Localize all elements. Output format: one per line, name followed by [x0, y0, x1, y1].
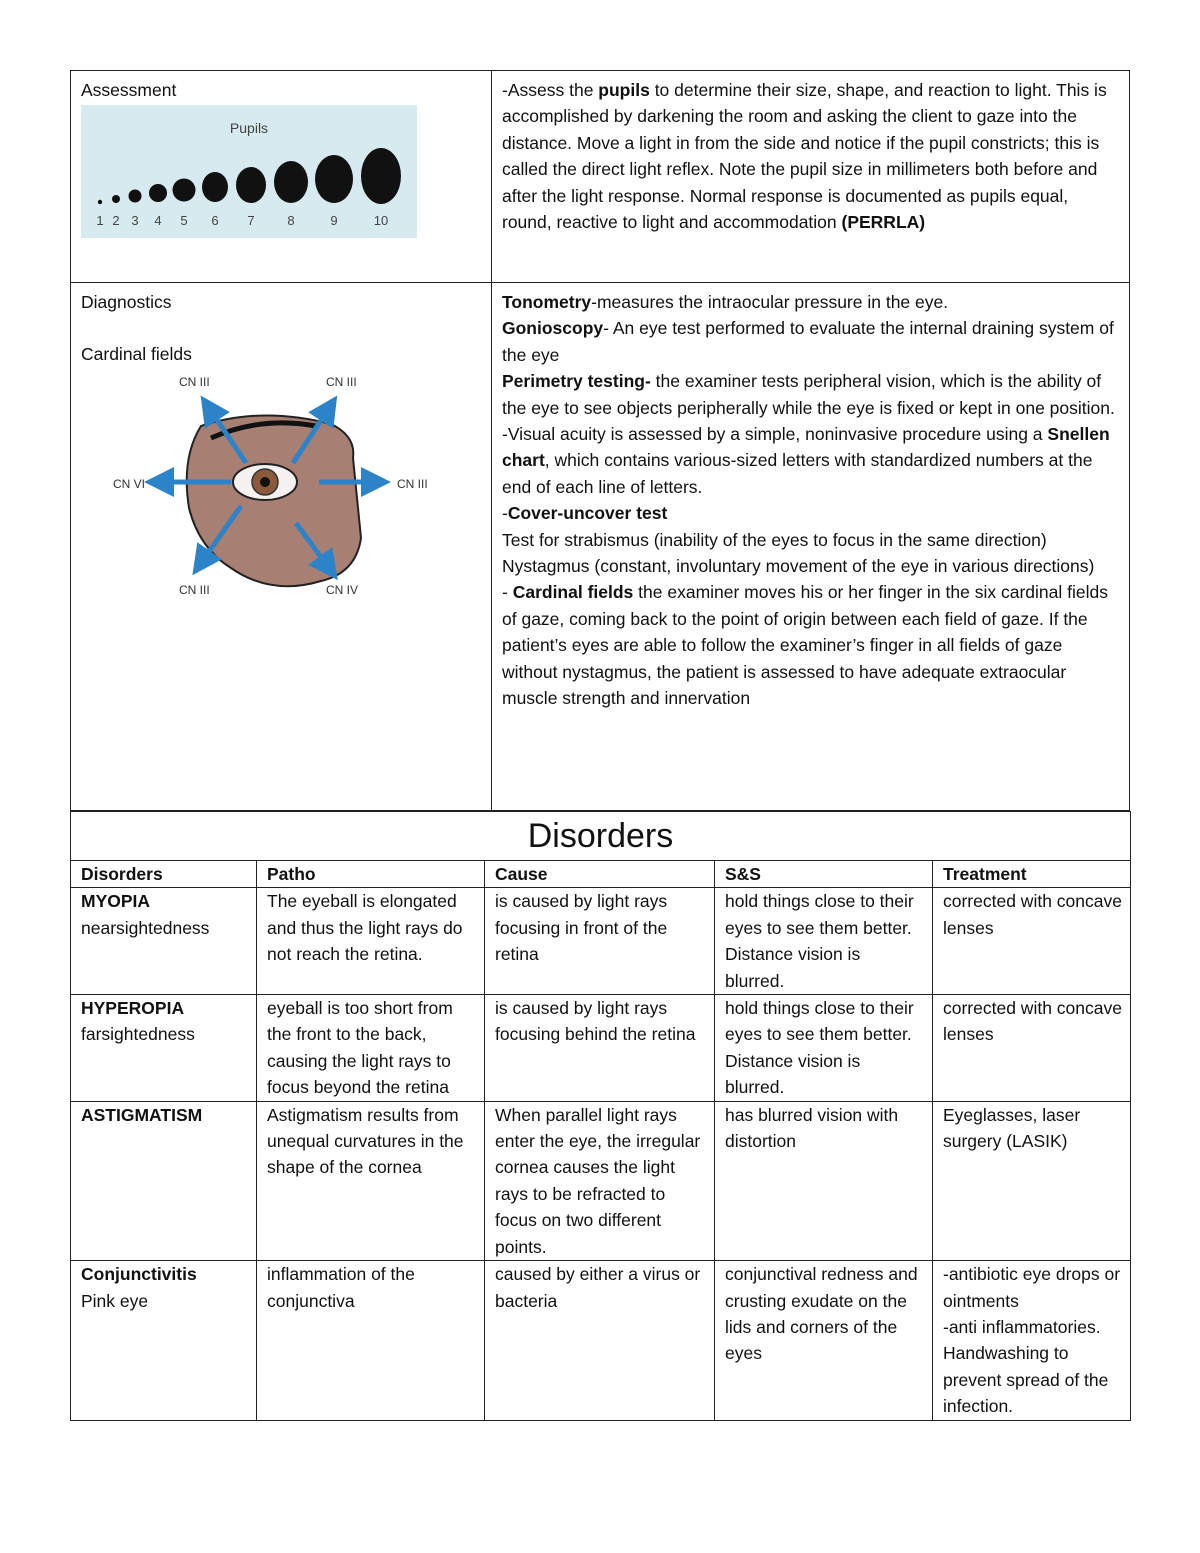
treatment-line: -anti inflammatories. — [943, 1316, 1101, 1337]
treatment-cell: corrected with concave lenses — [933, 888, 1131, 995]
pupil-size-label: 4 — [154, 213, 162, 229]
pupil-dot-5 — [173, 179, 196, 202]
ss-cell: hold things close to their eyes to see them better. Distance vision is blurred. — [715, 995, 933, 1102]
assessment-description: -Assess the pupils to determine their size, shape, and reaction to light. This is accomplished by darkening the room and asking the client to gaze into the distance. Move a light in from the side and notice if the pupil constricts; this is called the direct light reflex. Note the pupil size in millimeters both before and after the light response. Normal response is documented as pupils equal, round, reactive to light and accommodation (PERRLA) — [502, 80, 1107, 233]
perimetry-text: Perimetry testing- the examiner tests peripheral vision, which is the ability of the eye to see objects peripherally while the eye is fixed or kept in one position. — [502, 371, 1115, 418]
table-row — [71, 888, 1131, 995]
cn-label-lower-right: CN IV — [326, 582, 359, 597]
ss-cell: conjunctival redness and crusting exudate on the lids and corners of the eyes — [715, 1261, 933, 1420]
disorders-table — [70, 811, 1131, 1421]
pupil-size-label: 7 — [247, 213, 255, 229]
header-treatment: Treatment — [933, 861, 1131, 888]
table-row — [71, 995, 1131, 1102]
pupil-dot-8 — [274, 161, 308, 203]
header-disorders: Disorders — [71, 861, 257, 888]
treatment-cell — [933, 1261, 1131, 1420]
pupil-dot-10 — [361, 148, 401, 204]
treatment-cell: Eyeglasses, laser surgery (LASIK) — [933, 1101, 1131, 1260]
cn-label-upper-left: CN III — [179, 374, 210, 389]
pupil-dot-9 — [315, 155, 353, 203]
cause-cell: is caused by light rays focusing in front of the retina — [485, 888, 715, 995]
cover-uncover-heading: -Cover-uncover test — [502, 503, 668, 524]
document-page — [70, 70, 1130, 1421]
pupil-dot-3 — [129, 190, 142, 203]
treatment-line: Handwashing to prevent spread of the infection. — [943, 1343, 1109, 1417]
tonometry-text: Tonometry-measures the intraocular pressure in the eye. — [502, 292, 949, 312]
pupil-dot-4 — [149, 184, 167, 202]
disorders-title: Disorders — [71, 812, 1131, 861]
diagnostics-row — [71, 283, 1130, 811]
table-row — [71, 1261, 1131, 1420]
cn-label-lower-left: CN III — [179, 582, 210, 597]
disorder-name: ASTIGMATISM — [81, 1104, 203, 1125]
pupil-dot-1 — [98, 200, 102, 204]
pupil-size-label: 9 — [330, 213, 338, 229]
treatment-cell: corrected with concave lenses — [933, 995, 1131, 1102]
visual-acuity-text: -Visual acuity is assessed by a simple, noninvasive procedure using a Snellen chart, which contains various-sized letters with standardized numbers at the end of each line of letters. — [502, 424, 1110, 497]
disorder-alt-name: farsightedness — [81, 1024, 195, 1045]
cause-cell: is caused by light rays focusing behind the retina — [485, 995, 715, 1102]
pupil-size-diagram — [81, 105, 417, 238]
assessment-row — [71, 71, 1130, 283]
ss-cell: hold things close to their eyes to see them better. Distance vision is blurred. — [715, 888, 933, 995]
disorder-name-cell — [71, 1261, 257, 1420]
patho-cell: inflammation of the conjunctiva — [257, 1261, 485, 1420]
disorder-alt-name: Pink eye — [81, 1290, 149, 1311]
nystagmus-text: Nystagmus (constant, involuntary movement of the eye in various directions) — [502, 556, 1095, 577]
ss-cell: has blurred vision with distortion — [715, 1101, 933, 1260]
pupil-dot-7 — [236, 167, 266, 203]
pupil-size-label: 3 — [131, 213, 139, 229]
cn-label-right: CN III — [397, 476, 428, 491]
patho-cell: The eyeball is elongated and thus the light rays do not reach the retina. — [257, 888, 485, 995]
pupil — [260, 477, 270, 487]
gonioscopy-text: Gonioscopy- An eye test performed to evaluate the internal draining system of the eye — [502, 318, 1114, 365]
header-cause: Cause — [485, 861, 715, 888]
disorder-name: MYOPIA — [81, 891, 151, 912]
cn-label-upper-right: CN III — [326, 374, 357, 389]
cause-cell: caused by either a virus or bacteria — [485, 1261, 715, 1420]
patho-cell: eyeball is too short from the front to the back, causing the light rays to focus beyond the retina — [257, 995, 485, 1102]
pupil-dot-2 — [112, 195, 120, 203]
cardinal-fields-text: - Cardinal fields the examiner moves his or her finger in the six cardinal fields of gaze, coming back to the point of origin between each field of gaze. If the patient’s eyes are able to follow the examiner’s finger in all fields of gaze without nystagmus, the patient is assessed to have adequate extraocular muscle strength and innervation — [502, 582, 1108, 709]
pupil-dot-6 — [202, 172, 228, 202]
diagnostics-label: Diagnostics — [81, 292, 172, 312]
treatment-line: -antibiotic eye drops or ointments — [943, 1264, 1121, 1311]
disorder-name: HYPEROPIA — [81, 998, 185, 1019]
pupil-size-label: 1 — [96, 213, 104, 229]
pupil-size-label: 2 — [112, 213, 120, 229]
assessment-description-cell — [492, 71, 1130, 283]
pupils-chart-title: Pupils — [229, 120, 269, 137]
cause-cell: When parallel light rays enter the eye, the irregular cornea causes the light rays to be refracted to focus on two different points. — [485, 1101, 715, 1260]
disorder-alt-name: nearsightedness — [81, 917, 210, 938]
diagnostics-description-cell — [492, 283, 1130, 811]
assessment-cell — [71, 71, 492, 283]
disorders-title-row — [71, 812, 1131, 861]
assessment-diagnostics-table — [70, 70, 1130, 811]
disorders-header-row — [71, 861, 1131, 888]
disorder-name: Conjunctivitis — [81, 1264, 197, 1285]
diagnostics-cell — [71, 283, 492, 811]
table-row — [71, 1101, 1131, 1260]
pupil-size-label: 6 — [211, 213, 219, 229]
assessment-label: Assessment — [81, 80, 177, 100]
patho-cell: Astigmatism results from unequal curvatures in the shape of the cornea — [257, 1101, 485, 1260]
cardinal-fields-label: Cardinal fields — [81, 344, 192, 365]
header-patho: Patho — [257, 861, 485, 888]
header-ss: S&S — [715, 861, 933, 888]
pupil-size-label: 10 — [373, 213, 389, 229]
pupil-size-chart — [81, 105, 417, 238]
cardinal-fields-diagram — [71, 368, 441, 608]
disorder-name-cell — [71, 888, 257, 995]
strabismus-text: Test for strabismus (inability of the eyes to focus in the same direction) — [502, 529, 1047, 550]
pupil-size-label: 8 — [287, 213, 295, 229]
disorder-name-cell — [71, 995, 257, 1102]
pupil-size-label: 5 — [180, 213, 188, 229]
face-illustration — [187, 415, 361, 586]
disorder-name-cell — [71, 1101, 257, 1260]
cn-label-left: CN VI — [113, 476, 146, 491]
